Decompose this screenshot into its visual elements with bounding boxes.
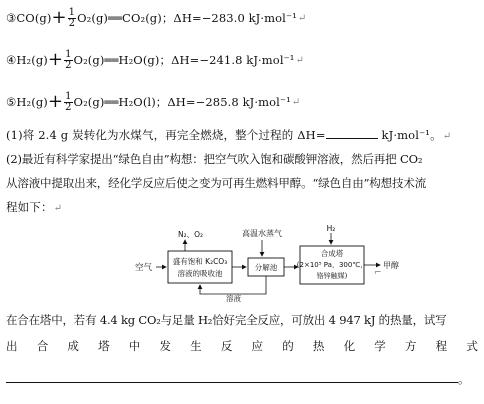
paragraph-mark-icon: ↵ [442,131,452,142]
methanol-label: 甲醇 [383,261,399,270]
paragraph-mark-icon: ↵ [291,96,301,108]
equation-body: O₂(g)══H₂O(l)；ΔH=−285.8 kJ·mol⁻¹ [73,95,291,109]
solution-return-line [200,276,266,294]
equation-body: O₂(g)══CO₂(g)；ΔH=−283.0 kJ·mol⁻¹ [77,11,297,25]
solution-label: 溶液 [226,294,241,303]
question-3-char: 程 [435,339,448,353]
question-2-text: 程如下： [6,200,53,214]
synthesis-label-line-3: 铬锌触媒) [316,272,348,280]
plus-sign: + [51,7,67,28]
question-2-line-1: (2)最近有科学家提出“绿色自由”构想：把空气吹入饱和碳酸钾溶液，然后再把 CO₂ [6,152,423,166]
equation-prefix: ⑤H₂(g) [6,95,48,109]
question-3-char: 成 [67,339,80,353]
question-3-end: 。 [458,372,470,386]
question-3-char: 发 [159,339,172,353]
fraction-numerator: 1 [65,90,72,102]
question-3-char: 出 [6,339,18,353]
air-label: 空气 [135,263,153,273]
steam-label: 高温水蒸气 [242,229,282,238]
question-3-char: 中 [128,339,141,353]
absorber-box [168,251,232,283]
decomposer-label: 分解池 [254,263,278,272]
question-3-char: 塔 [98,339,110,353]
question-1-unit: kJ·mol⁻¹。 [377,128,442,142]
question-1-text: (1)将 2.4 g 炭转化为水煤气，再完全燃烧，整个过程的 ΔH= [6,128,326,142]
absorber-label-line-1: 盛有饱和 K₂CO₃ [172,257,228,266]
fraction-numerator: 1 [65,48,72,60]
paragraph-mark-icon: ↵ [53,203,63,214]
equation-prefix: ③CO(g) [6,11,52,25]
question-3-char: 热 [312,339,325,353]
question-3-char: 学 [374,339,386,353]
question-3-char: 反 [220,339,233,353]
plus-sign: + [47,91,64,112]
n2o2-label: N₂、O₂ [178,230,204,239]
equation-prefix: ④H₂(g) [6,53,48,67]
paragraph-mark-icon: ↵ [297,12,307,24]
question-3-line-1: 在合在塔中，若有 4.4 kg CO₂与足量 H₂恰好完全反应，可放出 4 947 kJ 的热量，试写 [6,313,447,327]
cursor-caret-icon: ⌐ [374,268,382,278]
question-3-char: 方 [404,339,417,353]
synthesis-label-line-2: (2×10⁵ Pa，300℃， [296,261,368,269]
absorber-label-line-2: 溶液的吸收池 [177,269,223,278]
equation-body: O₂(g)══H₂O(g)；ΔH=−241.8 kJ·mol⁻¹ [73,53,295,67]
h2-label: H₂ [326,224,336,233]
fraction-denominator: 2 [65,101,72,113]
question-3-char: 式 [466,339,478,353]
question-3-char: 应 [251,339,264,353]
plus-sign: + [47,49,64,70]
paragraph-mark-icon: ↵ [295,54,304,66]
answer-line[interactable] [6,372,470,386]
fraction-denominator: 2 [65,59,72,71]
question-3-char: 化 [343,339,356,353]
question-3-char: 的 [282,339,294,353]
answer-underline[interactable] [6,373,458,383]
fraction-numerator: 1 [68,6,76,18]
fraction-denominator: 2 [68,17,76,29]
question-3-char: 生 [190,339,202,353]
synthesis-label-line-1: 合成塔 [320,249,344,258]
question-2-line-2: 从溶液中提取出来，经化学反应后使之变为可再生燃料甲醇。“绿色自由”构想技术流 [6,176,427,190]
question-3-char: 合 [36,339,49,353]
question-3-line-2 [6,338,478,354]
